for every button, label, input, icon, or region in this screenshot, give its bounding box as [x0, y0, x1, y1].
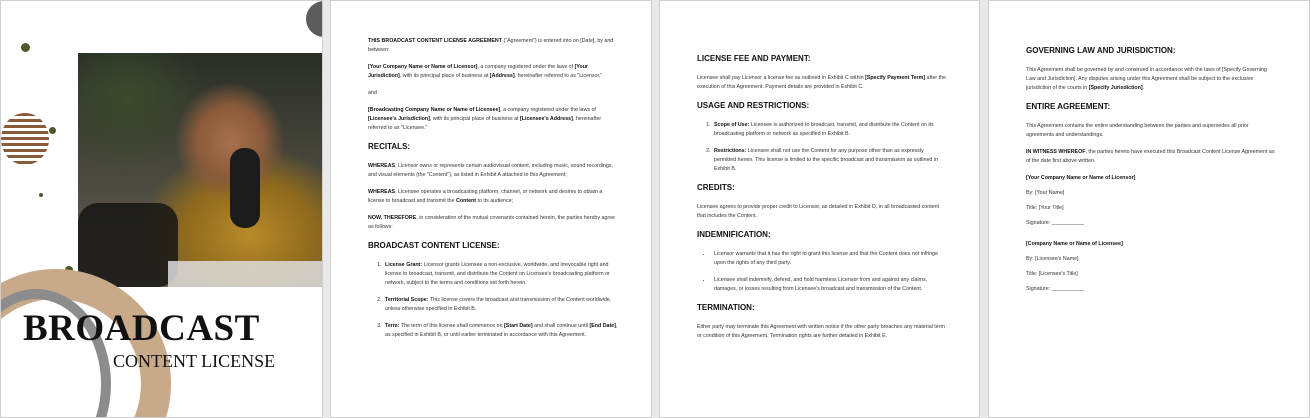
license-list: [383, 261, 618, 340]
credits-paragraph: Licensee agrees to provide proper credit to Licensor, as detailed in Exhibit D, in all broadcasted content that includes the Content.: [697, 204, 940, 219]
cover-photo: [78, 53, 323, 287]
decorative-circle: [306, 1, 323, 37]
page-body: [1026, 39, 1276, 300]
usage-list: [712, 121, 946, 174]
termination-paragraph: Either party may terminate this Agreement with written notice if the other party breaches any material term or condition of this Agreement. Termination rights are further detailed in Exhibit E.: [697, 324, 945, 339]
list-item: • Licensee shall indemnify, defend, and hold harmless Licensor from and against any claims, damages, or losses resulting from Licensee's broadcast and transmission of the Content.: [712, 276, 946, 294]
list-item: 2. Territorial Scope: This license covers the broadcast and transmission of the Content worldwide, unless otherwise specified in Exhibit B.: [383, 296, 618, 314]
striped-circle: [1, 113, 49, 165]
licensee-paragraph: [Broadcasting Company Name or Name of Licensee], a company registered under the laws of [Licensee's Jurisdiction], with its principal place of business at [Licensee's Address], hereinafter referred to as "Licensee.": [368, 107, 602, 131]
cover-page: [0, 0, 323, 418]
entire-agreement-paragraph: This Agreement contains the entire understanding between the parties and supersedes all prior agreements and understandings.: [1026, 123, 1249, 138]
credits-heading: CREDITS:: [697, 183, 735, 192]
page-body: [368, 37, 618, 348]
page-body: [697, 47, 946, 349]
agreement-page-1: [330, 0, 652, 418]
indemnification-list: [712, 250, 946, 294]
list-item: 2. Restrictions: Licensee shall not use the Content for any purpose other than as expressly permitted herein. This license is limited to the specific broadcast and transmission as outlined in Exhibit B.: [712, 147, 946, 174]
decorative-dot: [21, 43, 30, 52]
licensor-name: [Your Company Name or Name of Licensor]: [1026, 175, 1136, 181]
list-item: 3. Term: The term of this license shall commence on [Start Date] and shall continue until [End Date], as specified in Exhibit B, or until earlier terminated in accordance with this Agreement.: [383, 322, 618, 340]
list-item: 1. Scope of Use: Licensee is authorized to broadcast, transmit, and distribute the Content on its broadcasting platform or network as specified in Exhibit B.: [712, 121, 946, 139]
licensee-by: By: [Licensee's Name]: [1026, 256, 1079, 262]
licensee-title: Title: [Licensee's Title]: [1026, 271, 1078, 277]
entire-agreement-heading: ENTIRE AGREEMENT:: [1026, 102, 1111, 111]
usage-heading: USAGE AND RESTRICTIONS:: [697, 101, 810, 110]
list-item: • Licensor warrants that it has the right to grant this license and that the Content does not infringe upon the rights of any third party.: [712, 250, 946, 268]
licensor-by: By: [Your Name]: [1026, 190, 1065, 196]
whereas-paragraph: WHEREAS, Licensee operates a broadcasting platform, channel, or network and desires to obtain a license to broadcast and transmit the Content to its audience;: [368, 189, 603, 204]
governing-law-heading: GOVERNING LAW AND JURISDICTION:: [1026, 46, 1176, 55]
governing-law-paragraph: This Agreement shall be governed by and construed in accordance with the laws of [Specify Governing Law and Jurisdiction]. Any disputes arising under this Agreement shall be subject to the exclusive jurisdiction of the courts in [Specify Jurisdiction].: [1026, 67, 1267, 91]
agreement-page-3: [988, 0, 1310, 418]
fee-heading: LICENSE FEE AND PAYMENT:: [697, 54, 811, 63]
recitals-heading: RECITALS:: [368, 142, 411, 151]
agreement-page-2: [659, 0, 980, 418]
license-heading: BROADCAST CONTENT LICENSE:: [368, 241, 500, 250]
licensor-paragraph: [Your Company Name or Name of Licensor], a company registered under the laws of [Your Jurisdiction], with its principal place of business at [Address], hereinafter referred to as "Licensor,": [368, 64, 603, 79]
microphone: [230, 148, 260, 228]
now-therefore-paragraph: NOW, THEREFORE, in consideration of the mutual covenants contained herein, the parties hereby agree as follows:: [368, 215, 616, 230]
licensee-signature-block: [1026, 240, 1276, 294]
cover-subtitle: CONTENT LICENSE: [113, 351, 276, 371]
decorative-dot: [39, 193, 43, 197]
photo-desk: [168, 261, 323, 287]
decorative-dot: [49, 127, 56, 134]
witness-paragraph: IN WITNESS WHEREOF, the parties hereto have executed this Broadcast Content License Agreement as of the date first above written.: [1026, 149, 1275, 164]
cover-title: BROADCAST: [23, 308, 260, 349]
licensor-signature: Signature: ___________: [1026, 220, 1085, 226]
licensee-name: [Company Name or Name of Licensee]: [1026, 241, 1123, 247]
licensor-title: Title: [Your Title]: [1026, 205, 1064, 211]
whereas-paragraph: WHEREAS, Licensor owns or represents certain audiovisual content, including music, sound recordings, and visual elements (the "Content"), as listed in Exhibit A attached to this Agreement;: [368, 163, 613, 178]
licensee-signature: Signature: ___________: [1026, 286, 1085, 292]
fee-paragraph: Licensee shall pay Licensor a license fee as outlined in Exhibit C within [Specify Payment Term] after the execution of this Agreement. Payment details are provided in Exhibit C.: [697, 75, 946, 90]
termination-heading: TERMINATION:: [697, 303, 755, 312]
list-item: 1. License Grant: Licensor grants Licensee a non-exclusive, worldwide, and irrevocable right and license to broadcast, transmit, and distribute the Content on Licensee's broadcasting platform or network, subject to the terms and conditions set forth herein.: [383, 261, 618, 288]
and-text: and: [368, 90, 377, 96]
indemnification-heading: INDEMNIFICATION:: [697, 230, 771, 239]
licensor-signature-block: [1026, 174, 1276, 228]
intro-paragraph: THIS BROADCAST CONTENT LICENSE AGREEMENT ("Agreement") is entered into on [Date], by and between:: [368, 38, 614, 53]
